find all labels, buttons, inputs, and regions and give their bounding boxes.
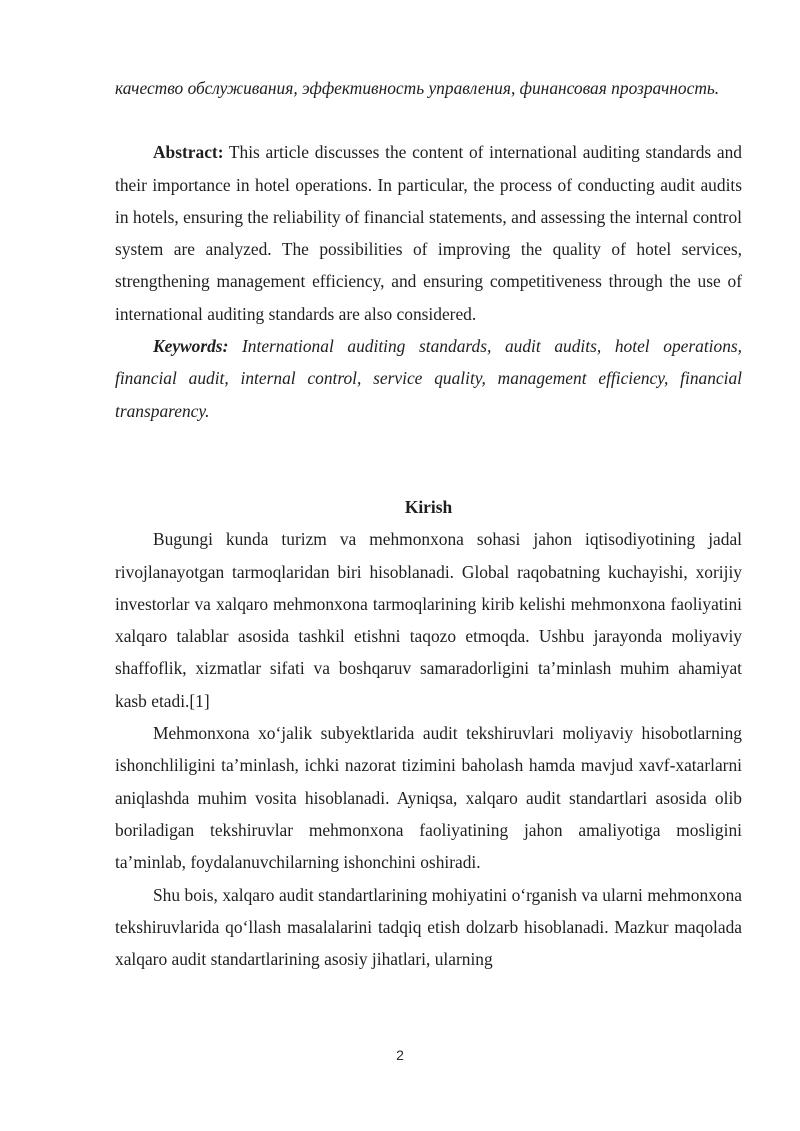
russian-keywords-continuation: качество обслуживания, эффективность управления, финансовая прозрачность. bbox=[115, 78, 720, 98]
keywords-text: International auditing standards, audit audits, hotel operations, financial audit, internal control, service quality, management efficiency, financial transparency. bbox=[115, 336, 742, 421]
body-paragraph: Mehmonxona xoʻjalik subyektlarida audit tekshiruvlari moliyaviy hisobotlarning ishonchliligini taʼminlash, ichki nazorat tizimini baholash hamda mavjud xavf-xatarlarni aniqlashda muhim vosita hisoblanadi. Ayniqsa, xalqaro audit standartlari asosida olib boriladigan tekshiruvlar mehmonxona faoliyatining jahon amaliyotiga mosligini taʼminlab, foydalanuvchilarning ishonchini oshiradi. bbox=[115, 723, 742, 873]
page-content bbox=[115, 72, 742, 975]
spacer bbox=[115, 104, 742, 136]
page-number: 2 bbox=[396, 1047, 404, 1063]
section-heading: Kirish bbox=[404, 496, 453, 517]
abstract-label: Abstract: bbox=[153, 142, 224, 163]
keywords-paragraph bbox=[115, 330, 742, 427]
body-paragraph: Shu bois, xalqaro audit standartlarining mohiyatini oʻrganish va ularni mehmonxona tekshiruvlarida qoʻllash masalalarini tadqiq etish dolzarb hisoblanadi. Mazkur maqolada xalqaro audit standartlarining asosiy jihatlari, ularning bbox=[115, 884, 742, 970]
abstract-text: This article discusses the content of international auditing standards and their importance in hotel operations. In particular, the process of conducting audit audits in hotels, ensuring the reliability of financial statements, and assessing the internal control system are analyzed. The possibilities of improving the quality of hotel services, strengthening management efficiency, and ensuring competitiveness through the use of international auditing standards are also considered. bbox=[115, 142, 742, 324]
spacer bbox=[115, 427, 742, 491]
abstract-paragraph bbox=[115, 136, 742, 330]
body-paragraph: Bugungi kunda turizm va mehmonxona sohasi jahon iqtisodiyotining jadal rivojlanayotgan tarmoqlaridan biri hisoblanadi. Global raqobatning kuchayishi, xorijiy investorlar va xalqaro mehmonxona tarmoqlarining kirib kelishi mehmonxona faoliyatini xalqaro talablar asosida tashkil etishni taqozo etmoqda. Ushbu jarayonda moliyaviy shaffoflik, xizmatlar sifati va boshqaruv samaradorligini taʼminlash muhim ahamiyat kasb etadi.[1] bbox=[115, 529, 742, 711]
keywords-label: Keywords: bbox=[153, 336, 229, 357]
